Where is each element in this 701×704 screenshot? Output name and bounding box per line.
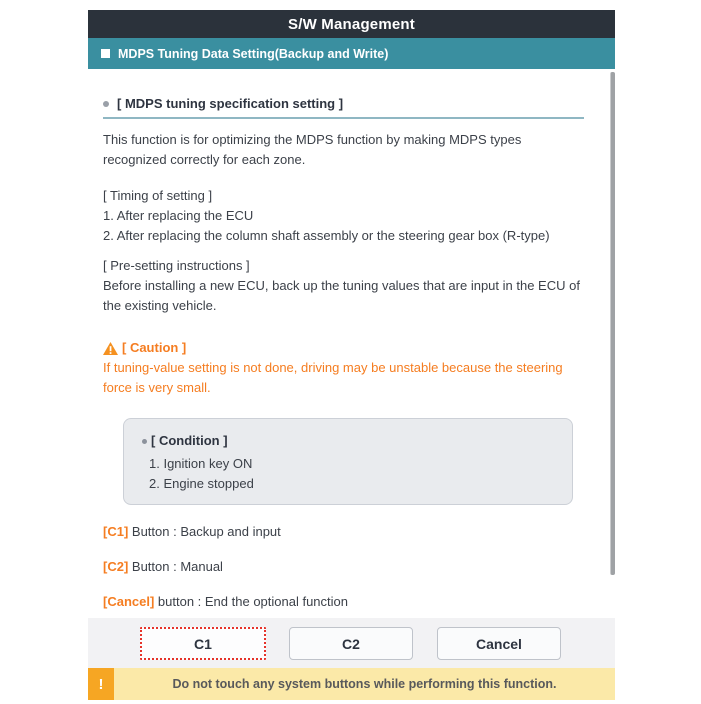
caution-heading-row (103, 338, 585, 358)
c1-button[interactable]: C1 (140, 627, 266, 660)
timing-heading: [ Timing of setting ] (103, 188, 213, 203)
sw-management-window (88, 10, 615, 700)
presetting-section (103, 256, 583, 316)
bullet-icon (103, 101, 109, 107)
condition-items (142, 454, 556, 494)
caution-section (103, 338, 585, 398)
timing-item: 2. After replacing the column shaft assembly or the steering gear box (R-type) (103, 228, 550, 243)
c2-button[interactable]: C2 (289, 627, 413, 660)
instruction-panel (88, 69, 615, 618)
page-title: S/W Management (288, 15, 415, 33)
vertical-scrollbar[interactable] (610, 72, 615, 575)
cancel-help-text: button : End the optional function (154, 594, 348, 609)
c1-help-text: Button : Backup and input (128, 524, 281, 539)
section-title: [ MDPS tuning specification setting ] (117, 96, 344, 111)
presetting-body: Before installing a new ECU, back up the tuning values that are input in the ECU of the existing vehicle. (103, 278, 580, 313)
timing-item: 1. After replacing the ECU (103, 208, 254, 223)
cancel-help-line (103, 592, 585, 612)
intro-text: This function is for optimizing the MDPS function by making MDPS types recognized correctly for each zone. (103, 132, 522, 167)
condition-item: 1. Ignition key ON (149, 456, 253, 471)
caution-body: If tuning-value setting is not done, driving may be unstable because the steering force is very small. (103, 360, 563, 395)
bullet-icon (142, 439, 147, 444)
condition-heading: [ Condition ] (151, 433, 228, 448)
c2-help-line (103, 557, 585, 577)
cancel-key-label: [Cancel] (103, 594, 155, 609)
exclamation-icon: ! (88, 668, 114, 700)
caution-heading: [ Caution ] (122, 340, 187, 355)
timing-section (103, 186, 581, 246)
condition-box (123, 418, 573, 505)
presetting-heading: [ Pre-setting instructions ] (103, 258, 250, 273)
window-title-bar (88, 10, 615, 38)
c2-key-label: [C2] (103, 559, 129, 574)
c1-help-line (103, 522, 585, 542)
c2-help-text: Button : Manual (128, 559, 223, 574)
cancel-button[interactable]: Cancel (437, 627, 561, 660)
system-warning-bar (88, 668, 615, 700)
section-title-row (103, 94, 585, 114)
function-title-bar (88, 38, 615, 69)
function-title: MDPS Tuning Data Setting(Backup and Write) (118, 46, 389, 61)
c1-key-label: [C1] (103, 524, 129, 539)
section-underline (103, 117, 584, 119)
condition-heading-row (142, 431, 556, 451)
condition-item: 2. Engine stopped (149, 476, 254, 491)
square-bullet-icon (101, 49, 110, 58)
action-button-bar (88, 618, 615, 668)
warning-triangle-icon (103, 342, 118, 355)
warning-text: Do not touch any system buttons while performing this function. (172, 677, 557, 691)
